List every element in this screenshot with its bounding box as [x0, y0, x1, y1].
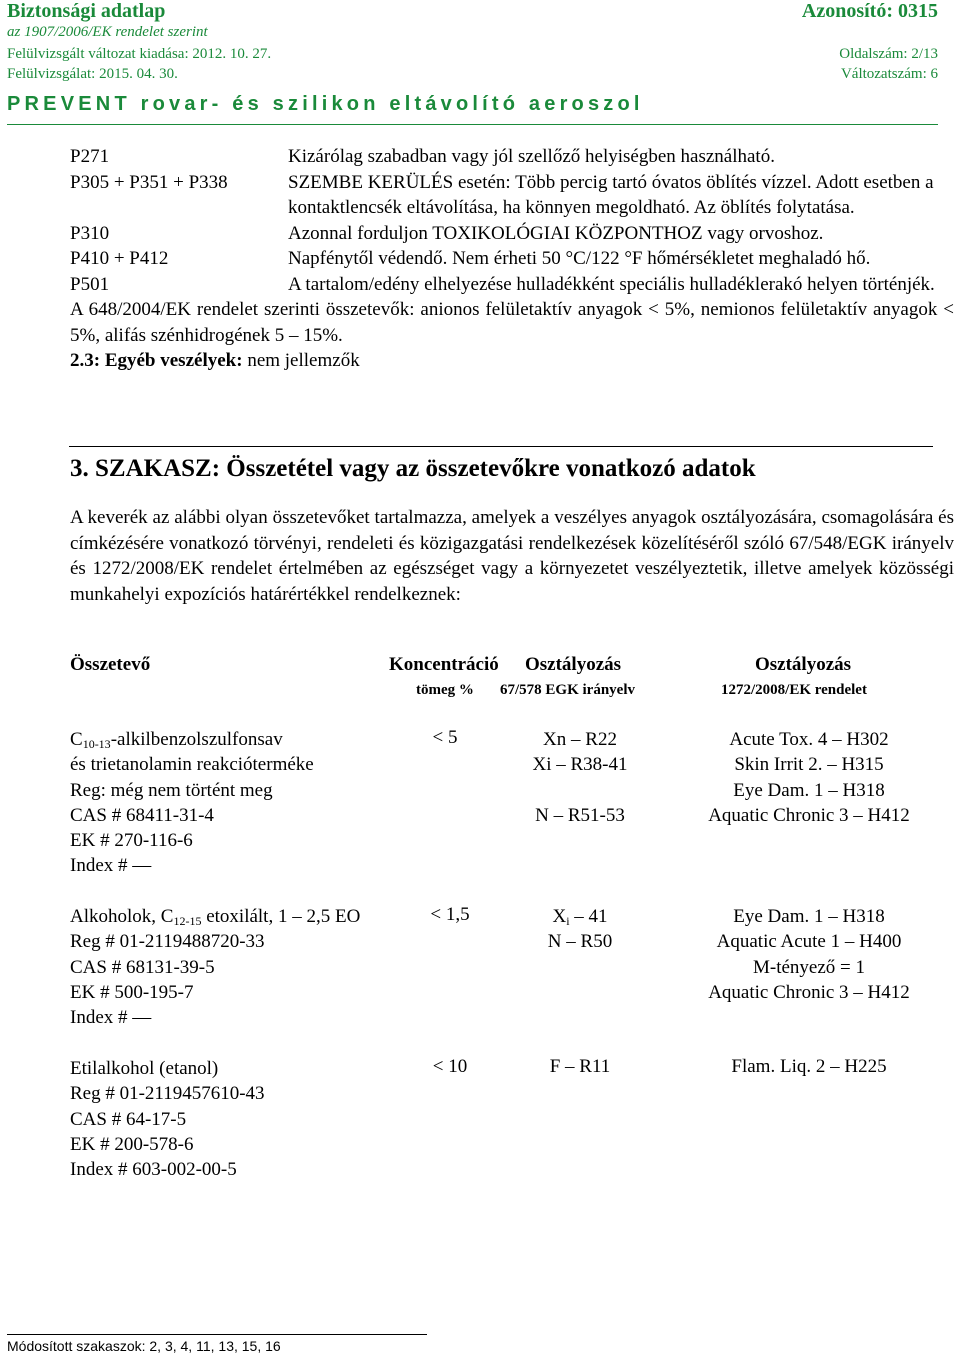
- component-name-block: [70, 1056, 265, 1182]
- component-name-line: EK # 200-578-6: [70, 1133, 194, 1155]
- component-name-line: Reg # 01-2119457610-43: [70, 1083, 265, 1105]
- version-number: Változatszám: 6: [840, 66, 938, 82]
- component-name-block: [70, 904, 360, 1030]
- component-name-line: CAS # 68131-39-5: [70, 956, 215, 978]
- component-name-line: EK # 500-195-7: [70, 981, 194, 1003]
- clp-line: Eye Dam. 1 – H318: [733, 779, 885, 801]
- component-name-line: Index # 603-002-00-5: [70, 1159, 237, 1181]
- component-name-line: Reg # 01-2119488720-33: [70, 931, 265, 953]
- component-name-line: Alkoholok, $C_{12-15}$ etoxilált, 1 – 2,5 EO: [70, 906, 361, 928]
- footer-divider: [7, 1334, 427, 1335]
- clp-line: Aquatic Acute 1 – H400: [716, 931, 902, 953]
- clp-line: M-tényező = 1: [752, 956, 865, 978]
- precaution-row: [70, 221, 954, 247]
- component-concentration: < 10: [432, 1056, 468, 1077]
- precaution-text: Napfénytől védendő. Nem érheti 50 °C/122 °F hőmérsékletet meghaladó hő.: [288, 248, 871, 269]
- header-classification-clp: Osztályozás: [755, 654, 852, 675]
- clp-line: Aquatic Chronic 3 – H412: [708, 804, 910, 826]
- component-name-line: $C_{10-13}$-alkilbenzolszulfonsav: [70, 729, 283, 751]
- header-row-1: [7, 0, 938, 26]
- component-name-line: Index # —: [70, 1007, 152, 1029]
- precaution-row: [70, 170, 954, 221]
- precaution-row: [70, 144, 954, 170]
- header-row-3: [7, 46, 938, 66]
- other-hazards-label: 2.3: Egyéb veszélyek:: [70, 350, 243, 371]
- component-concentration: < 5: [432, 727, 458, 748]
- other-hazards: [70, 348, 954, 374]
- component-clp-block: [679, 1056, 939, 1078]
- dsd-line: N – R50: [547, 931, 613, 953]
- precaution-code: P305 + P351 + P338: [70, 171, 228, 193]
- component-name-line: és trietanolamin reakcióterméke: [70, 754, 314, 776]
- component-name-line: CAS # 64-17-5: [70, 1108, 187, 1130]
- component-clp-block: [679, 727, 939, 828]
- precaution-text: SZEMBE KERÜLÉS esetén: Több percig tartó óvatos öblítés vízzel. Adott esetben a kontaktlencsék eltávolítása, ha könnyen megoldható. Az öblítés folytatása.: [288, 171, 934, 218]
- clp-line: Eye Dam. 1 – H318: [733, 906, 885, 927]
- clp-line: Acute Tox. 4 – H302: [729, 729, 889, 750]
- header-unit: tömeg %: [416, 682, 474, 698]
- header-dsd-sub: 67/578 EGK irányelv: [500, 682, 635, 698]
- component-clp-block: [679, 904, 939, 1005]
- component-dsd-block: [510, 904, 650, 955]
- header-classification-dsd: Osztályozás: [525, 654, 622, 675]
- header-row-2: [7, 24, 938, 44]
- precaution-text: Azonnal forduljon TOXIKOLÓGIAI KÖZPONTHOZ vagy orvoshoz.: [288, 222, 824, 244]
- regulation-ref: az 1907/2006/EK rendelet szerint: [7, 24, 208, 40]
- component-name-line: Index # —: [70, 855, 152, 877]
- component-name-line: EK # 270-116-6: [70, 830, 193, 852]
- clp-line: Flam. Liq. 2 – H225: [731, 1056, 887, 1077]
- section3: [70, 452, 954, 608]
- footer-modified-sections: Módosított szakaszok: 2, 3, 4, 11, 13, 15, 16: [7, 1338, 281, 1354]
- dsd-line: [510, 778, 650, 803]
- header-row-5: [7, 93, 938, 121]
- precaution-block: [70, 144, 954, 374]
- precaution-code: P501: [70, 273, 110, 295]
- dsd-line: Xn – R22: [543, 729, 617, 750]
- document-title: Biztonsági adatlap: [7, 0, 166, 22]
- document-id: Azonosító: 0315: [801, 0, 938, 22]
- component-dsd-block: [510, 1056, 650, 1078]
- dsd-line: F – R11: [549, 1056, 611, 1077]
- component-concentration: < 1,5: [430, 904, 470, 925]
- header-divider: [7, 124, 938, 125]
- precaution-code: P310: [70, 222, 110, 244]
- product-name: PREVENT rovar- és szilikon eltávolító aeroszol: [7, 93, 644, 115]
- composition-table: [70, 652, 930, 1192]
- section-title: 3. SZAKASZ: Összetétel vagy az összetevőkre vonatkozó adatok: [70, 455, 756, 482]
- header-clp-sub: 1272/2008/EK rendelet: [721, 682, 867, 698]
- precaution-code: P271: [70, 146, 110, 167]
- dsd-line: N – R51-53: [535, 804, 625, 826]
- header-row-4: [7, 66, 938, 86]
- precaution-text: Kizárólag szabadban vagy jól szellőző helyiségben használható.: [288, 146, 775, 167]
- dsd-line: $X_i - 41$: [552, 906, 608, 928]
- component-name-line: Etilalkohol (etanol): [70, 1058, 219, 1079]
- page-number: Oldalszám: 2/13: [839, 46, 938, 62]
- section-divider: [69, 446, 933, 447]
- precaution-code: P410 + P412: [70, 248, 169, 269]
- component-name-line: CAS # 68411-31-4: [70, 804, 214, 826]
- precaution-row: [70, 246, 954, 272]
- revision-date: Felülvizsgált változat kiadása: 2012. 10. 27.: [7, 46, 272, 62]
- other-hazards-value: nem jellemzők: [247, 350, 360, 371]
- precaution-row: [70, 272, 954, 298]
- clp-line: Aquatic Chronic 3 – H412: [708, 981, 910, 1003]
- clp-line: Skin Irrit 2. – H315: [734, 754, 884, 776]
- review-date: Felülvizsgálat: 2015. 04. 30.: [7, 66, 178, 82]
- detergent-note: A 648/2004/EK rendelet szerinti összetevők: anionos felületaktív anyagok < 5%, nemionos felületaktív anyagok < 5%, alifás szénhidrogének 5 – 15%.: [70, 299, 954, 346]
- component-name-line: Reg: még nem történt meg: [70, 779, 273, 801]
- header-component: Összetevő: [70, 654, 151, 675]
- section-intro: A keverék az alábbi olyan összetevőket tartalmazza, amelyek a veszélyes anyagok osztályozására, csomagolására és címkézésére vonatkozó törvényi, rendeleti és közigazgatási rendelkezések közelítéséről szóló 67/548/EGK irányelv és 1272/2008/EK rendelet értelmében az egészséget vagy a környezetet veszélyeztetik, illetve amelyek közösségi munkahelyi expozíciós határértékkel rendelkeznek:: [70, 507, 954, 606]
- component-name-block: [70, 727, 314, 879]
- header-concentration: Koncentráció: [389, 654, 499, 675]
- component-dsd-block: [510, 727, 650, 828]
- precaution-text: A tartalom/edény elhelyezése hulladékként speciális hulladéklerakó helyen történjék.: [288, 273, 935, 295]
- dsd-line: Xi – R38-41: [532, 754, 628, 776]
